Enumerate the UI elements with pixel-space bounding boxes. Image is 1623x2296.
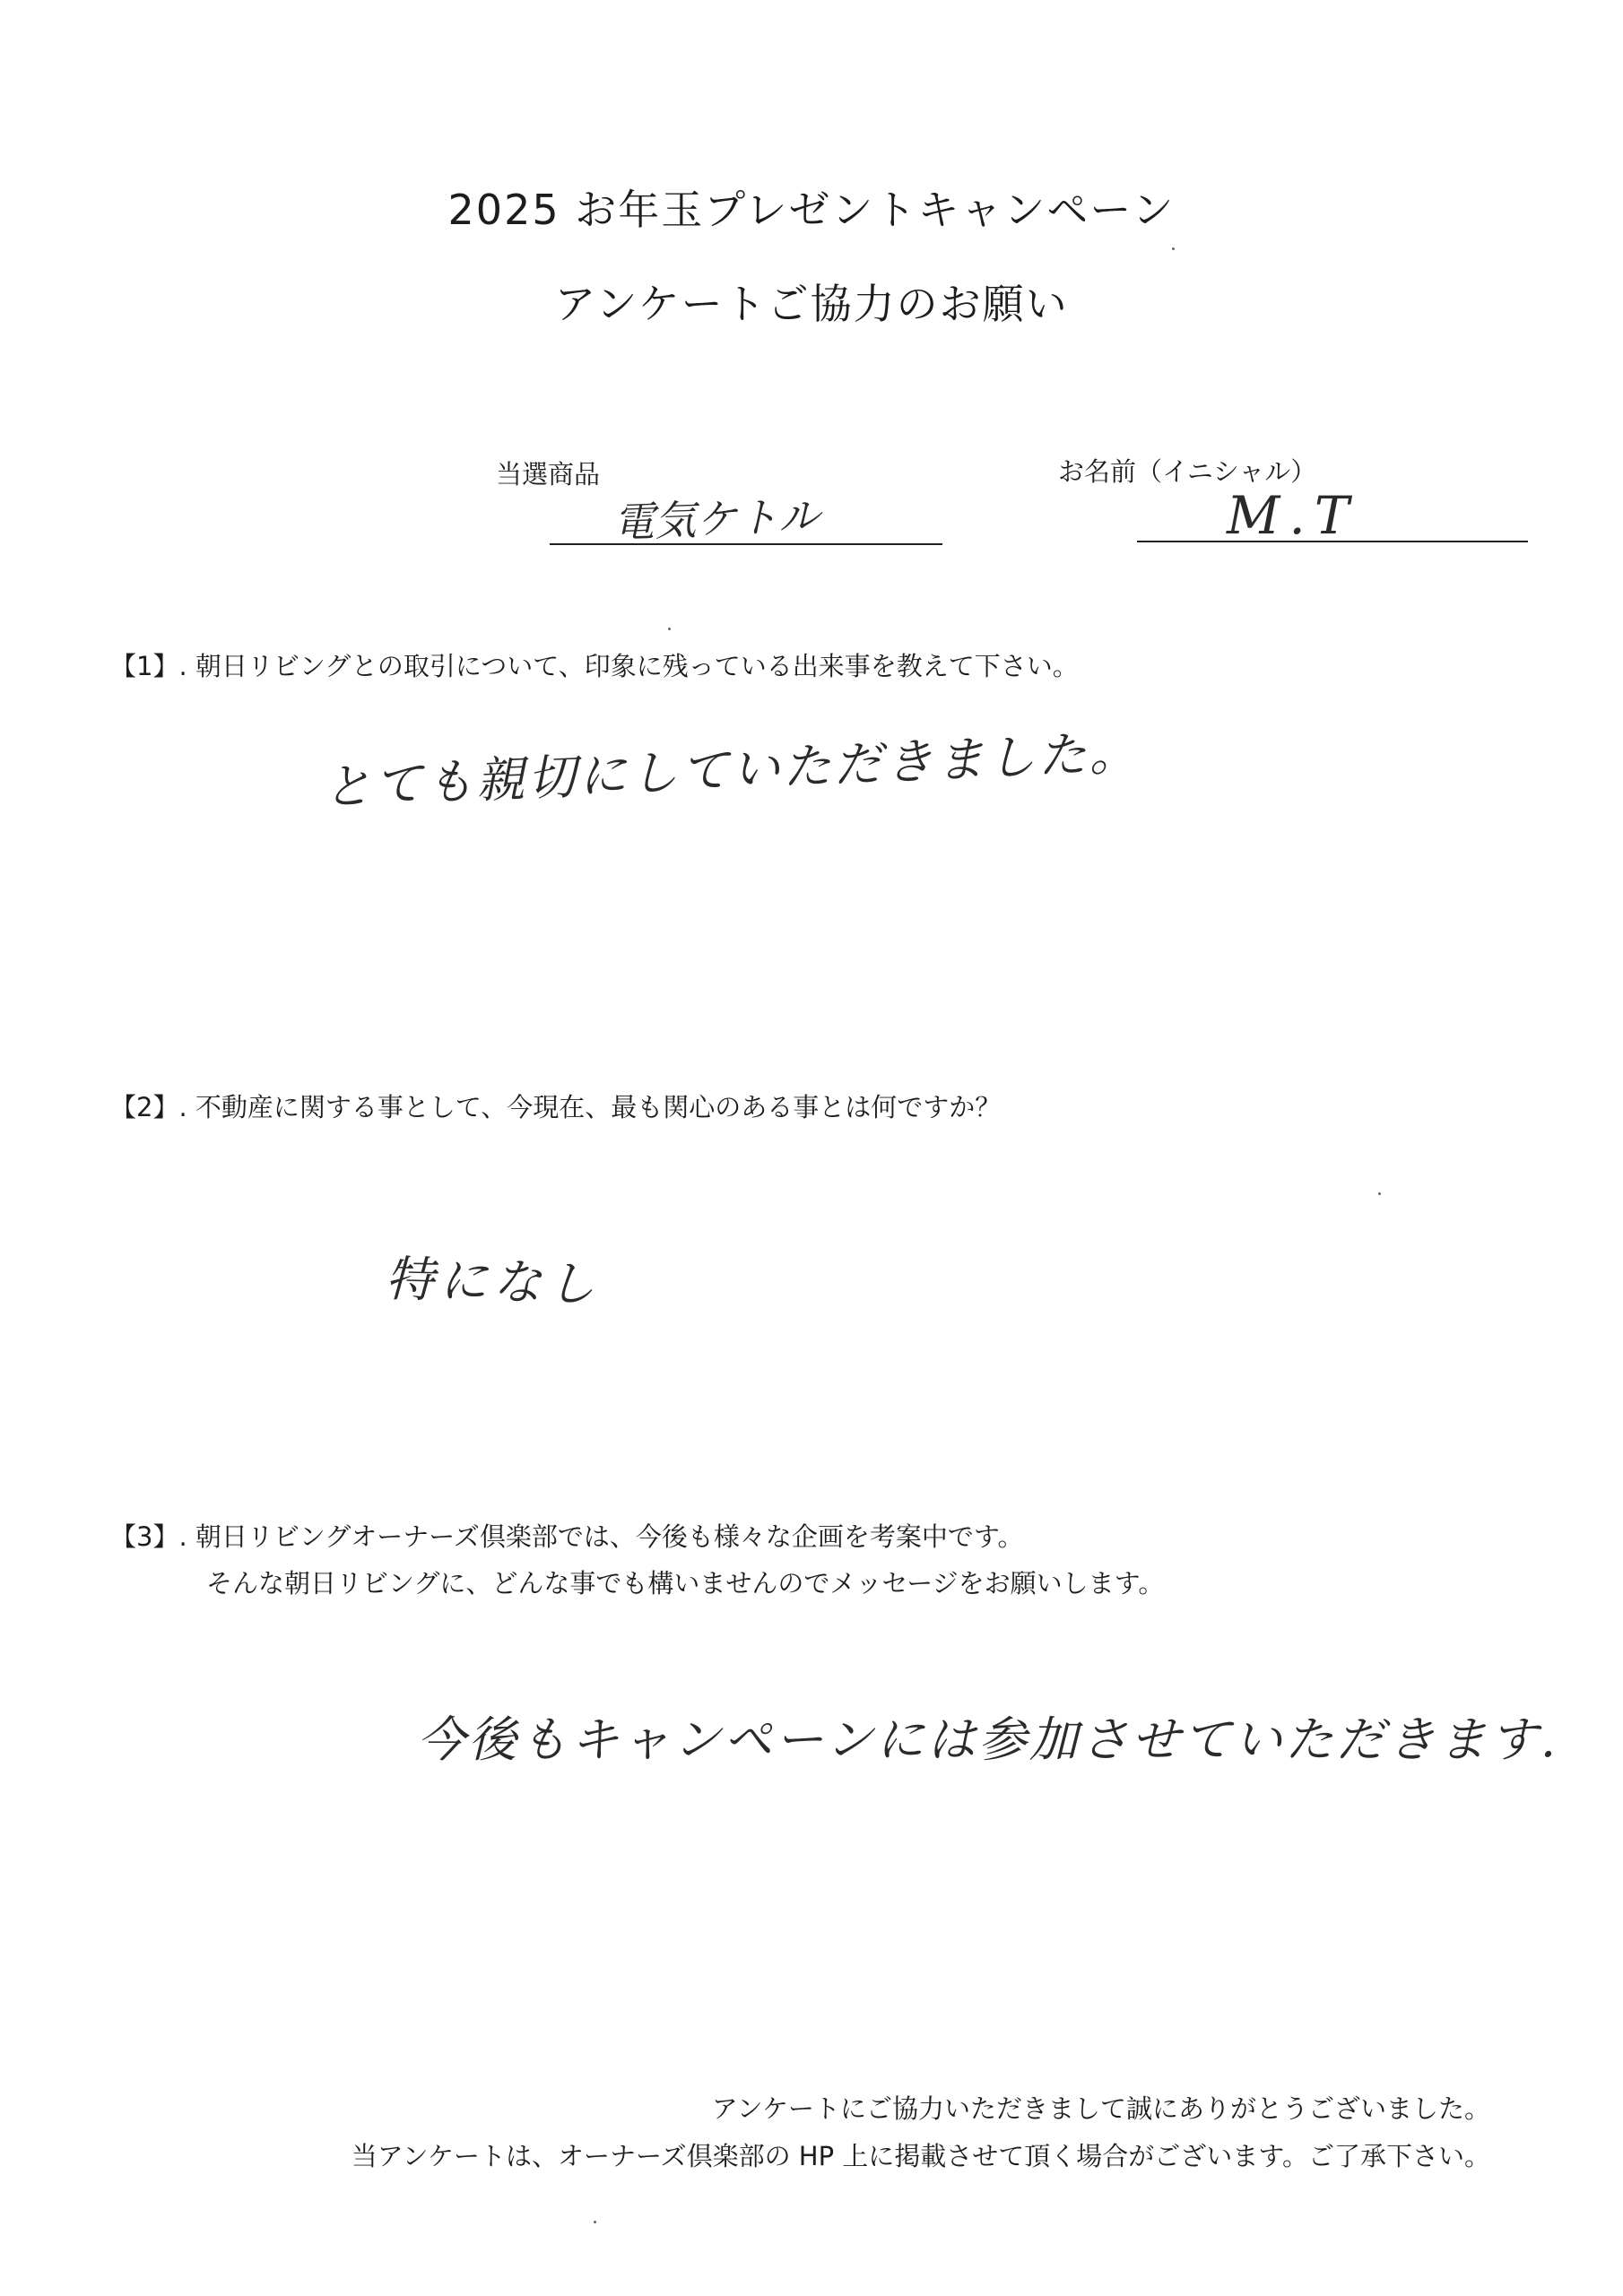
- question-3: [110, 1514, 1024, 1559]
- scan-speck: [594, 2221, 596, 2223]
- question-1: [110, 644, 1079, 689]
- prize-value: 電気ケトル: [612, 490, 820, 547]
- question-3-text: 朝日リビングオーナーズ倶楽部では、今後も様々な企画を考案中です。: [195, 1521, 1024, 1552]
- question-1-number: 【1】.: [110, 651, 187, 681]
- question-2: [110, 1085, 1001, 1130]
- page-title: 2025 お年玉プレゼントキャンペーン: [447, 186, 1176, 234]
- question-2-text: 不動産に関する事として、今現在、最も関心のある事とは何ですか？: [195, 1092, 1002, 1122]
- name-underline: [1137, 541, 1528, 542]
- question-2-number: 【2】.: [110, 1092, 187, 1122]
- prize-underline: [550, 543, 942, 545]
- name-label: お名前（イニシャル）: [1058, 456, 1317, 487]
- scan-speck: [1172, 247, 1175, 250]
- name-value: M.T: [1227, 485, 1358, 546]
- answer-1: とても親切にしていただきました。: [321, 723, 1141, 816]
- footer-notice: 当アンケートは、オーナーズ倶楽部の HP 上に掲載させて頂く場合がございます。ご了承下さい。: [351, 2141, 1490, 2171]
- scan-speck: [668, 628, 671, 630]
- question-3-number: 【3】.: [110, 1521, 187, 1552]
- scan-speck: [1378, 1192, 1381, 1195]
- page-subtitle: アンケートご協力のお願い: [554, 280, 1069, 328]
- question-3-text-line2: そんな朝日リビングに、どんな事でも構いませんのでメッセージをお願いします。: [206, 1568, 1165, 1599]
- prize-label: 当選商品: [496, 459, 601, 490]
- answer-3: 今後もキャンペーンには参加させていただきます.: [417, 1711, 1559, 1768]
- answer-2: 特になし: [385, 1251, 602, 1313]
- question-1-text: 朝日リビングとの取引について、印象に残っている出来事を教えて下さい。: [195, 651, 1079, 681]
- footer-thanks: アンケートにご協力いただきまして誠にありがとうございました。: [711, 2093, 1490, 2124]
